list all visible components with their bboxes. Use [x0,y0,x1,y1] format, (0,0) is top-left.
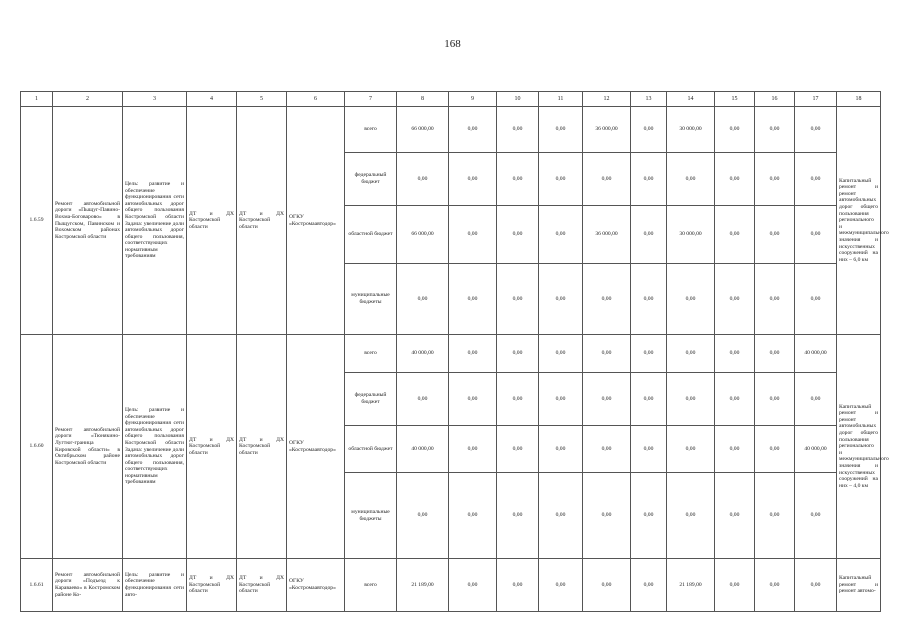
column-number: 9 [449,92,497,107]
amount-cell: 0,00 [397,473,449,559]
amount-cell: 0,00 [539,107,583,153]
object-name: Ремонт автомобильной дороги «Тюнякино-Лугтюг-граница Кировской области» в Октябрьском районе Костромской области [53,335,123,559]
responsible-org: ДТ и ДХ Костромской области [187,559,237,612]
amount-cell: 0,00 [667,426,715,473]
amount-cell: 0,00 [667,264,715,335]
expected-result: Капитальный ремонт и ремонт автомобильных дорог общего пользования регионального и межмуниципального значения и искусственных сооружений на них – 6,0 км [837,107,881,335]
amount-cell: 0,00 [755,426,795,473]
amount-cell: 0,00 [539,426,583,473]
funding-source: федеральный бюджет [345,153,397,206]
object-name: Ремонт автомобильной дороги «Подъезд к Караваево» в Костромском районе Ко- [53,559,123,612]
funding-source: всего [345,559,397,612]
amount-cell: 0,00 [497,264,539,335]
amount-cell: 0,00 [715,153,755,206]
amount-cell: 0,00 [497,335,539,373]
amount-cell: 0,00 [631,153,667,206]
funding-source: областной бюджет [345,206,397,264]
executor: ОГКУ «Костромаавтодор» [287,559,345,612]
amount-cell: 0,00 [583,473,631,559]
amount-cell: 0,00 [715,206,755,264]
amount-cell: 0,00 [497,153,539,206]
amount-cell: 0,00 [715,373,755,426]
amount-cell: 0,00 [539,264,583,335]
amount-cell: 0,00 [667,373,715,426]
amount-cell: 0,00 [631,335,667,373]
responsible-org: ДТ и ДХ Костромской области [187,107,237,335]
amount-cell: 0,00 [449,426,497,473]
responsible-org: ДТ и ДХ Костромской области [187,335,237,559]
amount-cell: 0,00 [583,373,631,426]
expected-result: Капитальный ремонт и ремонт автомобильных дорог общего пользования регионального и межмуниципального значения и искусственных сооружений на них – 4,0 км [837,335,881,559]
amount-cell: 0,00 [795,473,837,559]
amount-cell: 0,00 [755,264,795,335]
amount-cell: 0,00 [755,559,795,612]
amount-cell: 30 000,00 [667,206,715,264]
amount-cell: 0,00 [715,426,755,473]
amount-cell: 0,00 [715,335,755,373]
amount-cell: 0,00 [755,473,795,559]
column-number: 7 [345,92,397,107]
amount-cell: 0,00 [583,426,631,473]
amount-cell: 0,00 [755,373,795,426]
amount-cell: 0,00 [755,335,795,373]
amount-cell: 40 000,00 [397,335,449,373]
amount-cell: 0,00 [539,373,583,426]
amount-cell: 40 000,00 [397,426,449,473]
amount-cell: 0,00 [795,373,837,426]
funding-source: муниципальные бюджеты [345,264,397,335]
amount-cell: 0,00 [449,373,497,426]
amount-cell: 36 000,00 [583,107,631,153]
amount-cell: 0,00 [583,559,631,612]
funding-source: федеральный бюджет [345,373,397,426]
amount-cell: 0,00 [715,264,755,335]
amount-cell: 0,00 [497,373,539,426]
amount-cell: 0,00 [497,426,539,473]
amount-cell: 0,00 [631,426,667,473]
amount-cell: 0,00 [795,559,837,612]
amount-cell: 0,00 [667,153,715,206]
object-name: Ремонт автомобильной дороги «Пыщуг-Павино-Вохма-Боговарово» в Пыщугском, Павинском и Вохомском районах Костромской области [53,107,123,335]
page-number: 168 [444,38,461,50]
column-number: 10 [497,92,539,107]
table-row [21,107,881,153]
amount-cell: 0,00 [755,107,795,153]
amount-cell: 0,00 [539,206,583,264]
goal-task: Цель: развитие и обеспечение функционирования сети автомобильных дорог общего пользования Костромской области Задача: увеличение доли автомобильных дорог общего пользования, соответствующих нормативным требованиям [123,335,187,559]
column-number: 18 [837,92,881,107]
amount-cell: 36 000,00 [583,206,631,264]
amount-cell: 30 000,00 [667,107,715,153]
amount-cell: 0,00 [715,559,755,612]
column-number: 11 [539,92,583,107]
funding-source: муниципальные бюджеты [345,473,397,559]
amount-cell: 0,00 [755,153,795,206]
amount-cell: 0,00 [795,107,837,153]
amount-cell: 0,00 [539,559,583,612]
column-number: 17 [795,92,837,107]
column-number: 14 [667,92,715,107]
amount-cell: 0,00 [397,264,449,335]
amount-cell: 0,00 [449,473,497,559]
amount-cell: 0,00 [539,473,583,559]
amount-cell: 0,00 [715,473,755,559]
amount-cell: 0,00 [497,559,539,612]
amount-cell: 0,00 [667,335,715,373]
amount-cell: 0,00 [449,335,497,373]
amount-cell: 0,00 [449,107,497,153]
column-number: 12 [583,92,631,107]
amount-cell: 0,00 [795,264,837,335]
column-number: 13 [631,92,667,107]
funding-source: всего [345,107,397,153]
amount-cell: 0,00 [449,559,497,612]
column-number: 2 [53,92,123,107]
amount-cell: 0,00 [795,153,837,206]
amount-cell: 0,00 [497,473,539,559]
amount-cell: 0,00 [397,373,449,426]
column-number: 6 [287,92,345,107]
amount-cell: 40 000,00 [795,335,837,373]
amount-cell: 0,00 [583,264,631,335]
column-number: 3 [123,92,187,107]
goal-task: Цель: развитие и обеспечение функционирования сети авто- [123,559,187,612]
column-number: 1 [21,92,53,107]
amount-cell: 0,00 [449,206,497,264]
table-row [21,335,881,373]
amount-cell: 40 000,00 [795,426,837,473]
amount-cell: 0,00 [631,559,667,612]
amount-cell: 66 000,00 [397,206,449,264]
table-row [21,559,881,612]
amount-cell: 0,00 [755,206,795,264]
amount-cell: 21 189,00 [397,559,449,612]
funding-source: всего [345,335,397,373]
column-number: 16 [755,92,795,107]
amount-cell: 0,00 [795,206,837,264]
amount-cell: 0,00 [583,335,631,373]
expected-result: Капитальный ремонт и ремонт автомо- [837,559,881,612]
amount-cell: 0,00 [631,373,667,426]
executor: ОГКУ «Костромаавтодор» [287,335,345,559]
column-number: 5 [237,92,287,107]
amount-cell: 21 189,00 [667,559,715,612]
amount-cell: 0,00 [631,107,667,153]
amount-cell: 0,00 [539,153,583,206]
amount-cell: 0,00 [631,264,667,335]
funding-source: областной бюджет [345,426,397,473]
amount-cell: 0,00 [397,153,449,206]
column-number: 15 [715,92,755,107]
column-number: 8 [397,92,449,107]
coexecutor-org: ДТ и ДХ Костромской области [237,335,287,559]
amount-cell: 0,00 [583,153,631,206]
goal-task: Цель: развитие и обеспечение функционирования сети автомобильных дорог общего пользования Костромской области Задача: увеличение доли автомобильных дорог общего пользования, соответствующих нормативным требованиям [123,107,187,335]
amount-cell: 0,00 [667,473,715,559]
amount-cell: 66 000,00 [397,107,449,153]
amount-cell: 0,00 [539,335,583,373]
record-id: 1.6.60 [21,335,53,559]
amount-cell: 0,00 [715,107,755,153]
program-table [20,91,889,612]
column-number: 4 [187,92,237,107]
record-id: 1.6.61 [21,559,53,612]
header-row [21,92,881,107]
executor: ОГКУ «Костромаавтодор» [287,107,345,335]
amount-cell: 0,00 [449,153,497,206]
amount-cell: 0,00 [631,206,667,264]
amount-cell: 0,00 [497,107,539,153]
amount-cell: 0,00 [449,264,497,335]
amount-cell: 0,00 [497,206,539,264]
record-id: 1.6.59 [21,107,53,335]
coexecutor-org: ДТ и ДХ Костромской области [237,107,287,335]
amount-cell: 0,00 [631,473,667,559]
coexecutor-org: ДТ и ДХ Костромской области [237,559,287,612]
